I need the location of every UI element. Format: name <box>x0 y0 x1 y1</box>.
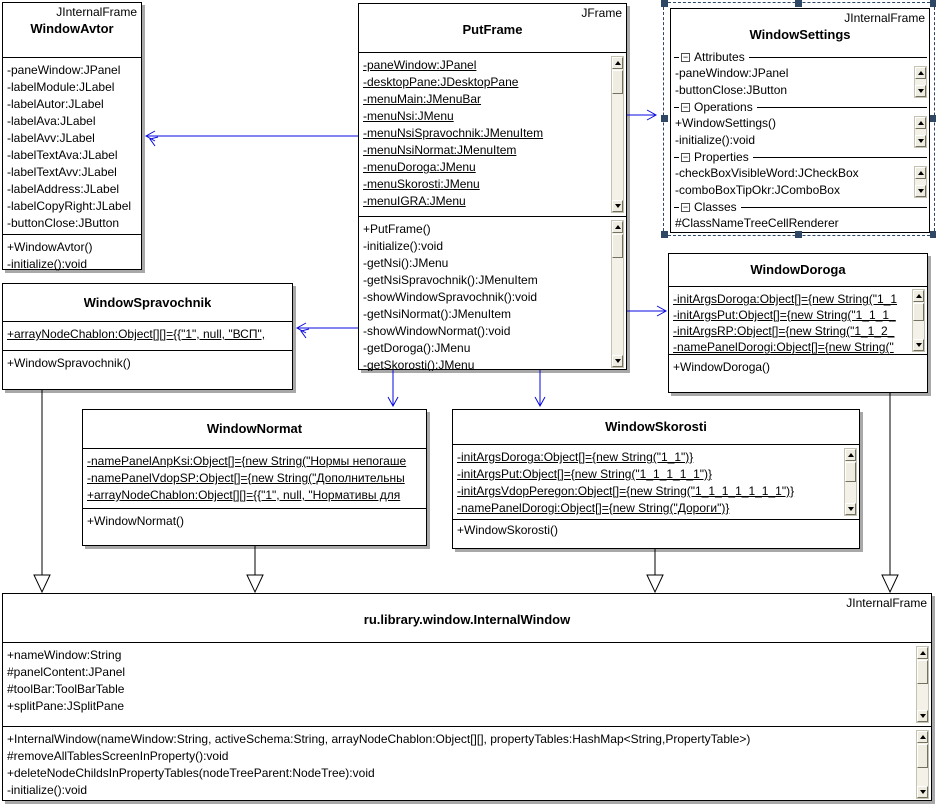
attribute: -namePanelDorogi:Object[]={new String(" <box>673 340 894 354</box>
section-line <box>674 157 679 158</box>
scroll-down-icon <box>918 139 924 143</box>
class-internalwindow[interactable] <box>2 593 932 801</box>
scroll-up-button[interactable] <box>612 221 623 233</box>
arrowhead-windownormat <box>388 397 398 406</box>
attribute: +arrayNodeChablon:Object[][]={{"1", null, "ВСП", <box>7 327 266 341</box>
method: -getSkorosti():JMenu <box>363 358 475 371</box>
scroll-up-button[interactable] <box>915 67 926 79</box>
inheritance-triangle-icon <box>647 575 663 592</box>
section-scrollbar[interactable] <box>914 116 927 148</box>
stereotype-label: JInternalFrame <box>844 11 925 25</box>
scroll-up-icon <box>615 225 621 229</box>
class-windowsettings[interactable] <box>670 8 930 233</box>
method: -getNsiSpravochnik():JMenuItem <box>363 273 538 287</box>
method: +WindowSkorosti() <box>457 523 559 537</box>
class-windowavtor[interactable] <box>2 2 142 270</box>
attribute: -labelAddress:JLabel <box>7 182 120 196</box>
selection-handle-top-middle[interactable] <box>795 0 802 7</box>
class-name: ru.library.window.InternalWindow <box>363 612 571 627</box>
attribute: -paneWindow:JPanel <box>7 63 121 77</box>
scroll-down-icon <box>848 507 854 511</box>
section-line <box>757 107 927 108</box>
attribute: -desktopPane:JDesktopPane <box>363 75 519 89</box>
attribute: #toolBar:ToolBarTable <box>7 682 125 696</box>
scroll-up-icon <box>916 294 922 298</box>
method: -getNsi():JMenu <box>363 256 449 270</box>
attributes-scrollbar[interactable] <box>916 646 929 723</box>
section-header-properties <box>671 149 929 165</box>
attribute: -initArgsPut:Object[]={new String("1_1_1_ <box>673 308 896 322</box>
section-header-classes <box>671 199 929 215</box>
section-scrollbar[interactable] <box>914 166 927 198</box>
attribute: -buttonClose:JButton <box>7 216 120 230</box>
class-putframe[interactable] <box>358 3 627 370</box>
scroll-down-icon <box>615 204 621 208</box>
inheritance-triangle-icon <box>882 575 898 592</box>
attribute: -initArgsRP:Object[]={new String("1_1_2_ <box>673 324 895 338</box>
scroll-down-button[interactable] <box>917 786 928 798</box>
scroll-thumb[interactable] <box>917 744 928 768</box>
scroll-up-button[interactable] <box>917 731 928 743</box>
section-line <box>749 57 927 58</box>
method: +InternalWindow(nameWindow:String, activeSchema:String, arrayNodeChablon:Object[][], propertyTables:HashMap<String,PropertyTable>) <box>7 732 751 746</box>
method: +WindowAvtor() <box>7 240 93 254</box>
section-scrollbar[interactable] <box>914 66 927 98</box>
scroll-up-button[interactable] <box>612 57 623 69</box>
class-name: WindowSpravochnik <box>83 294 212 310</box>
inheritance-triangle-icon <box>34 575 50 592</box>
attribute: +splitPane:JSplitPane <box>7 699 125 713</box>
scroll-up-button[interactable] <box>913 290 924 302</box>
section-label: Classes <box>694 200 737 214</box>
method: +WindowSettings() <box>675 116 777 130</box>
arrowhead-windowsettings <box>647 110 656 120</box>
section-label: Operations <box>694 100 753 114</box>
selection-handle-top-left[interactable] <box>661 0 668 7</box>
attribute: -labelTextAvv:JLabel <box>7 165 117 179</box>
selection-handle-bottom-right[interactable] <box>930 231 936 238</box>
selection-handle-bottom-left[interactable] <box>661 231 668 238</box>
attribute: -initArgsDoroga:Object[]={new String("1_1 <box>673 292 898 306</box>
scroll-up-icon <box>848 453 854 457</box>
selection-handle-middle-left[interactable] <box>661 115 668 122</box>
attribute: -menuDoroga:JMenu <box>363 160 476 174</box>
scroll-up-button[interactable] <box>915 117 926 129</box>
attribute: -menuMain:JMenuBar <box>363 92 482 106</box>
scroll-down-button[interactable] <box>612 355 623 367</box>
class-windowskorosti[interactable] <box>452 409 860 549</box>
collapse-icon[interactable]: − <box>682 152 689 162</box>
attribute: -labelTextAva:JLabel <box>7 148 118 162</box>
stereotype-label: JInternalFrame <box>846 596 927 610</box>
method: +deleteNodeChildsInPropertyTables(nodeTreeParent:NodeTree):void <box>7 766 375 780</box>
scroll-down-button[interactable] <box>917 710 928 722</box>
collapse-icon[interactable]: − <box>682 52 689 62</box>
section-line <box>753 157 927 158</box>
scroll-down-icon <box>920 714 926 718</box>
method: -initialize():void <box>7 783 88 797</box>
scroll-track[interactable] <box>612 94 623 200</box>
method: +PutFrame() <box>363 222 431 236</box>
arrowhead-windowskorosti <box>535 397 545 406</box>
scroll-down-icon <box>920 790 926 794</box>
scroll-thumb[interactable] <box>913 303 924 321</box>
scroll-up-button[interactable] <box>917 647 928 659</box>
method: +WindowSpravochnik() <box>7 356 131 370</box>
scroll-up-icon <box>918 121 924 125</box>
methods-scrollbar[interactable] <box>916 730 929 799</box>
section-line <box>674 57 679 58</box>
section-header-operations <box>671 99 929 115</box>
attribute: -initArgsDoroga:Object[]={new String("1_1")} <box>457 450 694 464</box>
method: -getNsiNormat():JMenuItem <box>363 307 512 321</box>
arrowhead-windowspravochnik <box>297 323 306 333</box>
scroll-down-icon <box>918 189 924 193</box>
collapse-icon[interactable]: − <box>682 202 689 212</box>
attribute: -menuNsiNormat:JMenuItem <box>363 143 517 157</box>
scroll-thumb[interactable] <box>612 70 623 94</box>
attribute: -paneWindow:JPanel <box>675 66 789 80</box>
inner-class: #ClassNameTreeCellRenderer <box>675 216 839 230</box>
attribute: -initArgsPut:Object[]={new String("1_1_1_1_1")} <box>457 467 712 481</box>
scroll-thumb[interactable] <box>917 660 928 684</box>
attribute: -labelCopyRight:JLabel <box>7 199 132 213</box>
method: -initialize():void <box>7 257 88 271</box>
attribute: -checkBoxVisibleWord:JCheckBox <box>675 166 859 180</box>
class-name: PutFrame <box>462 22 523 37</box>
attribute: -menuNsiSpravochnik:JMenuItem <box>363 126 544 140</box>
scroll-up-icon <box>615 61 621 65</box>
scroll-up-button[interactable] <box>845 449 856 461</box>
method: #removeAllTablesScreenInProperty():void <box>7 749 229 763</box>
attribute: #panelContent:JPanel <box>7 665 126 679</box>
attribute: -namePanelVdopSP:Object[]={new String("Дополнительны <box>87 471 405 485</box>
attribute: -labelAvv:JLabel <box>7 131 95 145</box>
class-name: WindowSkorosti <box>605 419 707 434</box>
attribute: -namePanelDorogi:Object[]={new String("Дороги")} <box>457 501 730 515</box>
scroll-down-button[interactable] <box>845 503 856 515</box>
method: -initialize():void <box>675 133 756 147</box>
attribute: +arrayNodeChablon:Object[][]={{"1", null, "Нормативы для <box>87 488 401 502</box>
attribute: -comboBoxTipOkr:JComboBox <box>675 183 840 197</box>
inheritance-triangle-icon <box>247 575 263 592</box>
class-windowspravochnik[interactable] <box>2 283 293 390</box>
arrowhead-windowspravochnik-2 <box>301 329 309 338</box>
scroll-down-button[interactable] <box>915 85 926 97</box>
section-label: Attributes <box>694 50 745 64</box>
section-line <box>674 107 679 108</box>
attributes-scrollbar[interactable] <box>912 289 925 352</box>
collapse-icon[interactable]: − <box>682 102 689 112</box>
attribute: -menuNsi:JMenu <box>363 109 454 123</box>
methods-scrollbar[interactable] <box>611 220 624 368</box>
arrowhead-windowavtor-2 <box>150 137 158 146</box>
scroll-up-icon <box>918 171 924 175</box>
method: -initialize():void <box>363 239 444 253</box>
section-label: Properties <box>694 150 749 164</box>
scroll-up-button[interactable] <box>915 167 926 179</box>
scroll-track[interactable] <box>913 321 924 339</box>
attribute: -menuSkorosti:JMenu <box>363 177 480 191</box>
scroll-down-button[interactable] <box>915 185 926 197</box>
section-line <box>741 207 927 208</box>
scroll-thumb[interactable] <box>612 234 623 258</box>
attribute: -labelModule:JLabel <box>7 80 115 94</box>
attribute: +nameWindow:String <box>7 648 122 662</box>
method: -showWindowNormat():void <box>363 324 511 338</box>
method: -getDoroga():JMenu <box>363 341 471 355</box>
stereotype-label: JFrame <box>581 6 622 20</box>
class-name: WindowNormat <box>206 421 303 436</box>
scroll-track[interactable] <box>917 768 928 786</box>
scroll-track[interactable] <box>845 482 856 503</box>
class-name: WindowAvtor <box>30 21 114 36</box>
scroll-up-icon <box>918 71 924 75</box>
class-windownormat[interactable] <box>82 409 427 546</box>
selection-handle-top-right[interactable] <box>930 0 936 7</box>
class-name: WindowSettings <box>749 27 851 42</box>
scroll-thumb[interactable] <box>845 462 856 482</box>
scroll-down-button[interactable] <box>913 339 924 351</box>
attribute: -namePanelAnpKsi:Object[]={new String("Нормы непогаше <box>87 454 407 468</box>
section-line <box>674 207 679 208</box>
scroll-track[interactable] <box>917 684 928 710</box>
scroll-down-icon <box>918 89 924 93</box>
stereotype-label: JInternalFrame <box>56 5 137 19</box>
scroll-down-button[interactable] <box>915 135 926 147</box>
attribute: -labelAutor:JLabel <box>7 97 104 111</box>
arrowhead-windowdoroga <box>657 306 666 316</box>
method: -showWindowSpravochnik():void <box>363 290 538 304</box>
selection-handle-middle-right[interactable] <box>930 115 936 122</box>
scroll-down-button[interactable] <box>612 200 623 212</box>
attribute: -buttonClose:JButton <box>675 83 788 97</box>
class-name: WindowDoroga <box>750 262 846 277</box>
attribute: -menuIGRA:JMenu <box>363 194 466 208</box>
attributes-scrollbar[interactable] <box>611 56 624 213</box>
scroll-track[interactable] <box>612 258 623 355</box>
attribute: -paneWindow:JPanel <box>363 58 477 72</box>
method: +WindowNormat() <box>87 514 185 528</box>
scroll-up-icon <box>920 651 926 655</box>
method: +WindowDoroga() <box>673 360 771 374</box>
scroll-down-icon <box>615 359 621 363</box>
attribute: -initArgsVdopPeregon:Object[]={new String("1_1_1_1_1_1_1")} <box>457 484 795 498</box>
attribute: -labelAva:JLabel <box>7 114 96 128</box>
arrowhead-windowavtor <box>146 131 155 141</box>
selection-handle-bottom-middle[interactable] <box>795 231 802 238</box>
scroll-up-icon <box>920 735 926 739</box>
scroll-down-icon <box>916 343 922 347</box>
attributes-scrollbar[interactable] <box>844 448 857 516</box>
class-windowdoroga[interactable] <box>668 253 928 393</box>
section-header-attributes <box>671 49 929 65</box>
